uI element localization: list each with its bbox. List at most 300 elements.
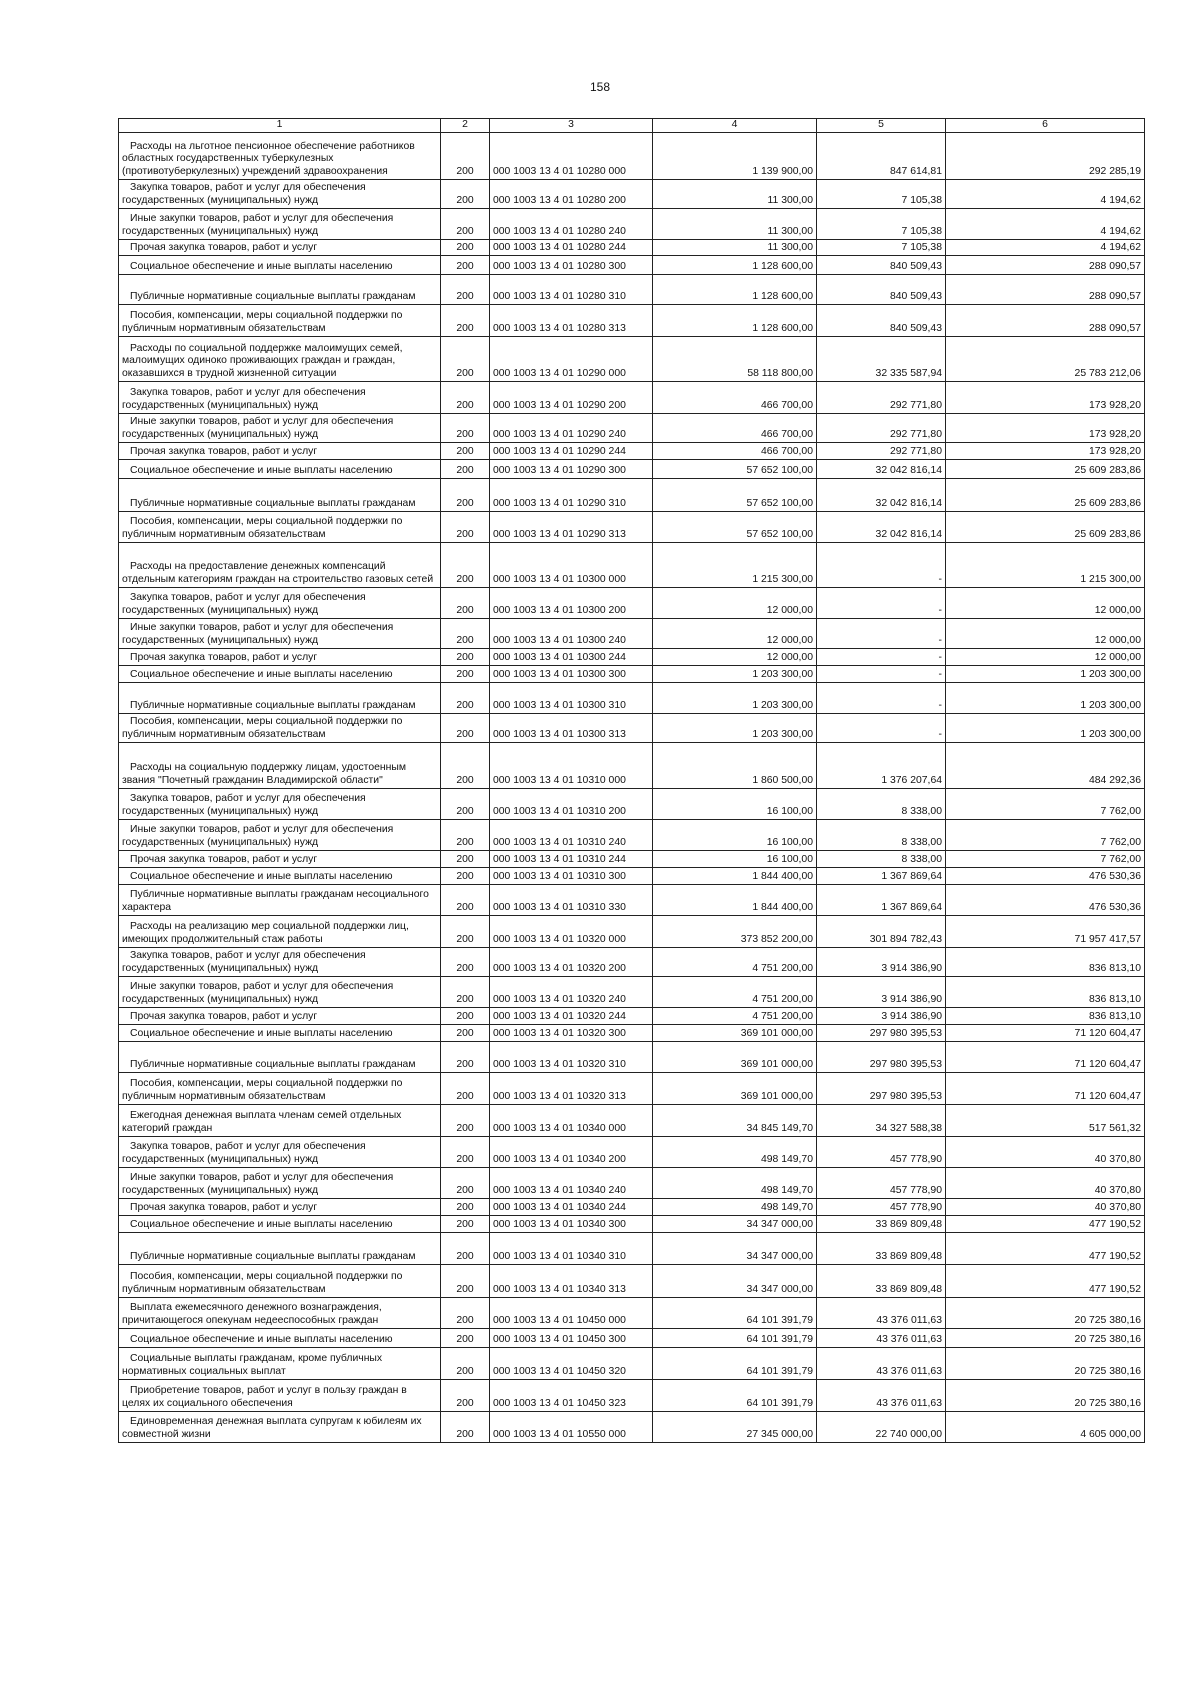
row-line-code: 200 — [441, 543, 490, 588]
row-budget-code: 000 1003 13 4 01 10340 244 — [490, 1199, 653, 1216]
row-approved-amount: 11 300,00 — [653, 180, 817, 209]
row-executed-amount: 292 771,80 — [817, 414, 946, 443]
row-unexecuted-amount: 40 370,80 — [946, 1168, 1145, 1199]
row-name: Социальное обеспечение и иные выплаты населению — [119, 1216, 441, 1233]
row-line-code: 200 — [441, 443, 490, 460]
row-budget-code: 000 1003 13 4 01 10310 200 — [490, 789, 653, 820]
row-budget-code: 000 1003 13 4 01 10340 240 — [490, 1168, 653, 1199]
table-row — [119, 743, 1145, 789]
table-row — [119, 382, 1145, 414]
page-number: 158 — [589, 80, 611, 94]
row-approved-amount: 64 101 391,79 — [653, 1380, 817, 1412]
row-budget-code: 000 1003 13 4 01 10310 330 — [490, 885, 653, 916]
row-approved-amount: 34 347 000,00 — [653, 1216, 817, 1233]
row-budget-code: 000 1003 13 4 01 10550 000 — [490, 1412, 653, 1443]
row-unexecuted-amount: 484 292,36 — [946, 743, 1145, 789]
row-name: Социальное обеспечение и иные выплаты населению — [119, 666, 441, 683]
row-approved-amount: 16 100,00 — [653, 789, 817, 820]
row-approved-amount: 4 751 200,00 — [653, 977, 817, 1008]
row-budget-code: 000 1003 13 4 01 10340 200 — [490, 1137, 653, 1168]
row-budget-code: 000 1003 13 4 01 10300 300 — [490, 666, 653, 683]
row-unexecuted-amount: 12 000,00 — [946, 649, 1145, 666]
row-unexecuted-amount: 1 203 300,00 — [946, 714, 1145, 743]
row-line-code: 200 — [441, 1329, 490, 1348]
row-line-code: 200 — [441, 1298, 490, 1329]
row-name: Приобретение товаров, работ и услуг в пользу граждан в целях их социального обеспечения — [119, 1380, 441, 1412]
table-row — [119, 948, 1145, 977]
row-budget-code: 000 1003 13 4 01 10280 244 — [490, 240, 653, 256]
row-name: Прочая закупка товаров, работ и услуг — [119, 1008, 441, 1025]
table-row — [119, 479, 1145, 512]
row-line-code: 200 — [441, 649, 490, 666]
row-executed-amount: 301 894 782,43 — [817, 916, 946, 948]
row-line-code: 200 — [441, 1073, 490, 1105]
row-executed-amount: - — [817, 649, 946, 666]
table-row — [119, 1042, 1145, 1073]
table-row — [119, 543, 1145, 588]
row-approved-amount: 498 149,70 — [653, 1137, 817, 1168]
row-approved-amount: 34 845 149,70 — [653, 1105, 817, 1137]
row-unexecuted-amount: 71 120 604,47 — [946, 1042, 1145, 1073]
row-name: Расходы на реализацию мер социальной поддержки лиц, имеющих продолжительный стаж работы — [119, 916, 441, 948]
row-unexecuted-amount: 836 813,10 — [946, 1008, 1145, 1025]
row-line-code: 200 — [441, 820, 490, 851]
row-executed-amount: 840 509,43 — [817, 305, 946, 337]
row-executed-amount: 34 327 588,38 — [817, 1105, 946, 1137]
row-approved-amount: 1 215 300,00 — [653, 543, 817, 588]
table-row — [119, 209, 1145, 240]
row-name: Публичные нормативные социальные выплаты гражданам — [119, 479, 441, 512]
row-name: Закупка товаров, работ и услуг для обеспечения государственных (муниципальных) нужд — [119, 1137, 441, 1168]
row-name: Закупка товаров, работ и услуг для обеспечения государственных (муниципальных) нужд — [119, 588, 441, 619]
row-approved-amount: 4 751 200,00 — [653, 948, 817, 977]
row-budget-code: 000 1003 13 4 01 10290 244 — [490, 443, 653, 460]
row-line-code: 200 — [441, 977, 490, 1008]
row-approved-amount: 4 751 200,00 — [653, 1008, 817, 1025]
row-approved-amount: 1 203 300,00 — [653, 683, 817, 714]
row-budget-code: 000 1003 13 4 01 10300 240 — [490, 619, 653, 649]
row-unexecuted-amount: 12 000,00 — [946, 619, 1145, 649]
row-name: Иные закупки товаров, работ и услуг для обеспечения государственных (муниципальных) нужд — [119, 414, 441, 443]
row-budget-code: 000 1003 13 4 01 10320 000 — [490, 916, 653, 948]
row-unexecuted-amount: 1 215 300,00 — [946, 543, 1145, 588]
row-approved-amount: 1 203 300,00 — [653, 666, 817, 683]
row-executed-amount: 840 509,43 — [817, 256, 946, 275]
row-unexecuted-amount: 25 783 212,06 — [946, 337, 1145, 382]
row-line-code: 200 — [441, 789, 490, 820]
row-budget-code: 000 1003 13 4 01 10300 244 — [490, 649, 653, 666]
table-row — [119, 649, 1145, 666]
row-line-code: 200 — [441, 1042, 490, 1073]
row-name: Закупка товаров, работ и услуг для обеспечения государственных (муниципальных) нужд — [119, 789, 441, 820]
table-row — [119, 1412, 1145, 1443]
header-col-1: 1 — [119, 119, 441, 133]
row-unexecuted-amount: 292 285,19 — [946, 133, 1145, 180]
row-line-code: 200 — [441, 714, 490, 743]
row-executed-amount: - — [817, 714, 946, 743]
row-line-code: 200 — [441, 337, 490, 382]
row-unexecuted-amount: 1 203 300,00 — [946, 666, 1145, 683]
row-unexecuted-amount: 40 370,80 — [946, 1137, 1145, 1168]
row-name: Расходы по социальной поддержке малоимущих семей, малоимущих одиноко проживающих граждан и граждан, оказавшихся в трудной жизненной ситуации — [119, 337, 441, 382]
row-name: Пособия, компенсации, меры социальной поддержки по публичным нормативным обязательствам — [119, 714, 441, 743]
row-line-code: 200 — [441, 1412, 490, 1443]
row-line-code: 200 — [441, 460, 490, 479]
row-executed-amount: 32 042 816,14 — [817, 479, 946, 512]
row-name: Социальное обеспечение и иные выплаты населению — [119, 256, 441, 275]
row-approved-amount: 16 100,00 — [653, 820, 817, 851]
row-line-code: 200 — [441, 414, 490, 443]
row-budget-code: 000 1003 13 4 01 10280 300 — [490, 256, 653, 275]
row-executed-amount: 33 869 809,48 — [817, 1216, 946, 1233]
row-approved-amount: 34 347 000,00 — [653, 1265, 817, 1298]
row-executed-amount: 32 042 816,14 — [817, 460, 946, 479]
table-row — [119, 1008, 1145, 1025]
row-line-code: 200 — [441, 256, 490, 275]
table-row — [119, 1073, 1145, 1105]
row-line-code: 200 — [441, 916, 490, 948]
row-executed-amount: 847 614,81 — [817, 133, 946, 180]
row-name: Иные закупки товаров, работ и услуг для обеспечения государственных (муниципальных) нужд — [119, 1168, 441, 1199]
row-name: Прочая закупка товаров, работ и услуг — [119, 649, 441, 666]
row-name: Публичные нормативные социальные выплаты гражданам — [119, 1233, 441, 1265]
row-approved-amount: 64 101 391,79 — [653, 1348, 817, 1380]
budget-table — [118, 118, 1145, 1443]
row-budget-code: 000 1003 13 4 01 10310 000 — [490, 743, 653, 789]
row-executed-amount: 457 778,90 — [817, 1199, 946, 1216]
row-line-code: 200 — [441, 1199, 490, 1216]
row-executed-amount: 33 869 809,48 — [817, 1233, 946, 1265]
row-executed-amount: 7 105,38 — [817, 240, 946, 256]
row-name: Пособия, компенсации, меры социальной поддержки по публичным нормативным обязательствам — [119, 1073, 441, 1105]
row-unexecuted-amount: 71 120 604,47 — [946, 1025, 1145, 1042]
row-line-code: 200 — [441, 683, 490, 714]
row-budget-code: 000 1003 13 4 01 10280 313 — [490, 305, 653, 337]
row-unexecuted-amount: 4 194,62 — [946, 180, 1145, 209]
table-row — [119, 1105, 1145, 1137]
row-budget-code: 000 1003 13 4 01 10300 000 — [490, 543, 653, 588]
row-executed-amount: - — [817, 588, 946, 619]
row-name: Иные закупки товаров, работ и услуг для обеспечения государственных (муниципальных) нужд — [119, 977, 441, 1008]
row-executed-amount: - — [817, 619, 946, 649]
row-name: Пособия, компенсации, меры социальной поддержки по публичным нормативным обязательствам — [119, 512, 441, 543]
row-approved-amount: 369 101 000,00 — [653, 1042, 817, 1073]
row-line-code: 200 — [441, 1265, 490, 1298]
row-budget-code: 000 1003 13 4 01 10290 310 — [490, 479, 653, 512]
table-row — [119, 1216, 1145, 1233]
row-budget-code: 000 1003 13 4 01 10450 000 — [490, 1298, 653, 1329]
row-budget-code: 000 1003 13 4 01 10290 240 — [490, 414, 653, 443]
row-budget-code: 000 1003 13 4 01 10280 240 — [490, 209, 653, 240]
table-row — [119, 1233, 1145, 1265]
row-executed-amount: 1 367 869,64 — [817, 885, 946, 916]
row-unexecuted-amount: 20 725 380,16 — [946, 1348, 1145, 1380]
row-name: Ежегодная денежная выплата членам семей отдельных категорий граждан — [119, 1105, 441, 1137]
row-line-code: 200 — [441, 588, 490, 619]
row-approved-amount: 1 128 600,00 — [653, 275, 817, 305]
row-budget-code: 000 1003 13 4 01 10340 313 — [490, 1265, 653, 1298]
row-name: Социальное обеспечение и иные выплаты населению — [119, 1025, 441, 1042]
row-line-code: 200 — [441, 851, 490, 868]
row-unexecuted-amount: 12 000,00 — [946, 588, 1145, 619]
row-executed-amount: 297 980 395,53 — [817, 1042, 946, 1073]
table-header-row — [119, 119, 1145, 133]
row-executed-amount: 32 042 816,14 — [817, 512, 946, 543]
table-row — [119, 714, 1145, 743]
table-row — [119, 1265, 1145, 1298]
table-row — [119, 275, 1145, 305]
row-budget-code: 000 1003 13 4 01 10320 313 — [490, 1073, 653, 1105]
row-unexecuted-amount: 476 530,36 — [946, 868, 1145, 885]
table-row — [119, 868, 1145, 885]
row-budget-code: 000 1003 13 4 01 10320 200 — [490, 948, 653, 977]
table-body — [119, 133, 1145, 1443]
row-unexecuted-amount: 25 609 283,86 — [946, 460, 1145, 479]
row-approved-amount: 1 128 600,00 — [653, 256, 817, 275]
header-col-3: 3 — [490, 119, 653, 133]
row-approved-amount: 1 860 500,00 — [653, 743, 817, 789]
row-unexecuted-amount: 476 530,36 — [946, 885, 1145, 916]
row-unexecuted-amount: 25 609 283,86 — [946, 512, 1145, 543]
table-row — [119, 916, 1145, 948]
table-row — [119, 1025, 1145, 1042]
row-executed-amount: 1 367 869,64 — [817, 868, 946, 885]
row-unexecuted-amount: 71 957 417,57 — [946, 916, 1145, 948]
row-executed-amount: 457 778,90 — [817, 1137, 946, 1168]
row-name: Социальное обеспечение и иные выплаты населению — [119, 460, 441, 479]
row-name: Пособия, компенсации, меры социальной поддержки по публичным нормативным обязательствам — [119, 305, 441, 337]
row-unexecuted-amount: 20 725 380,16 — [946, 1380, 1145, 1412]
row-executed-amount: 292 771,80 — [817, 443, 946, 460]
row-budget-code: 000 1003 13 4 01 10290 000 — [490, 337, 653, 382]
row-approved-amount: 11 300,00 — [653, 209, 817, 240]
table-row — [119, 1348, 1145, 1380]
row-unexecuted-amount: 7 762,00 — [946, 820, 1145, 851]
row-executed-amount: 292 771,80 — [817, 382, 946, 414]
row-line-code: 200 — [441, 1380, 490, 1412]
row-name: Расходы на социальную поддержку лицам, удостоенным звания "Почетный гражданин Владимирской области" — [119, 743, 441, 789]
row-executed-amount: 3 914 386,90 — [817, 948, 946, 977]
row-name: Прочая закупка товаров, работ и услуг — [119, 1199, 441, 1216]
row-executed-amount: - — [817, 683, 946, 714]
row-name: Публичные нормативные социальные выплаты гражданам — [119, 1042, 441, 1073]
row-executed-amount: 457 778,90 — [817, 1168, 946, 1199]
table-row — [119, 820, 1145, 851]
header-col-4: 4 — [653, 119, 817, 133]
table-row — [119, 588, 1145, 619]
table-row — [119, 133, 1145, 180]
row-unexecuted-amount: 7 762,00 — [946, 789, 1145, 820]
table-row — [119, 460, 1145, 479]
table-row — [119, 240, 1145, 256]
row-line-code: 200 — [441, 512, 490, 543]
row-executed-amount: 43 376 011,63 — [817, 1380, 946, 1412]
row-executed-amount: 7 105,38 — [817, 180, 946, 209]
row-name: Расходы на предоставление денежных компенсаций отдельным категориям граждан на строительство газовых сетей — [119, 543, 441, 588]
row-unexecuted-amount: 4 194,62 — [946, 240, 1145, 256]
row-name: Социальное обеспечение и иные выплаты населению — [119, 1329, 441, 1348]
row-executed-amount: 43 376 011,63 — [817, 1348, 946, 1380]
table-row — [119, 443, 1145, 460]
row-name: Пособия, компенсации, меры социальной поддержки по публичным нормативным обязательствам — [119, 1265, 441, 1298]
row-budget-code: 000 1003 13 4 01 10320 244 — [490, 1008, 653, 1025]
row-name: Выплата ежемесячного денежного вознаграждения, причитающегося опекунам недееспособных граждан — [119, 1298, 441, 1329]
row-unexecuted-amount: 7 762,00 — [946, 851, 1145, 868]
row-line-code: 200 — [441, 133, 490, 180]
row-name: Расходы на льготное пенсионное обеспечение работников областных государственных туберкулезных (противотуберкулезных) учреждений здравоохранения — [119, 133, 441, 180]
row-executed-amount: 297 980 395,53 — [817, 1073, 946, 1105]
row-unexecuted-amount: 1 203 300,00 — [946, 683, 1145, 714]
row-approved-amount: 1 844 400,00 — [653, 885, 817, 916]
table-row — [119, 1199, 1145, 1216]
row-approved-amount: 466 700,00 — [653, 414, 817, 443]
row-budget-code: 000 1003 13 4 01 10300 310 — [490, 683, 653, 714]
row-executed-amount: - — [817, 543, 946, 588]
row-budget-code: 000 1003 13 4 01 10280 310 — [490, 275, 653, 305]
row-line-code: 200 — [441, 209, 490, 240]
row-approved-amount: 369 101 000,00 — [653, 1073, 817, 1105]
row-executed-amount: 3 914 386,90 — [817, 977, 946, 1008]
row-line-code: 200 — [441, 1348, 490, 1380]
row-executed-amount: - — [817, 666, 946, 683]
row-unexecuted-amount: 477 190,52 — [946, 1233, 1145, 1265]
table-row — [119, 851, 1145, 868]
row-executed-amount: 840 509,43 — [817, 275, 946, 305]
row-name: Иные закупки товаров, работ и услуг для обеспечения государственных (муниципальных) нужд — [119, 209, 441, 240]
row-approved-amount: 11 300,00 — [653, 240, 817, 256]
row-approved-amount: 27 345 000,00 — [653, 1412, 817, 1443]
row-approved-amount: 369 101 000,00 — [653, 1025, 817, 1042]
row-executed-amount: 1 376 207,64 — [817, 743, 946, 789]
row-unexecuted-amount: 20 725 380,16 — [946, 1298, 1145, 1329]
row-approved-amount: 1 203 300,00 — [653, 714, 817, 743]
row-line-code: 200 — [441, 743, 490, 789]
row-unexecuted-amount: 173 928,20 — [946, 382, 1145, 414]
table-row — [119, 1168, 1145, 1199]
row-line-code: 200 — [441, 666, 490, 683]
row-line-code: 200 — [441, 240, 490, 256]
row-approved-amount: 12 000,00 — [653, 619, 817, 649]
row-approved-amount: 466 700,00 — [653, 382, 817, 414]
header-col-6: 6 — [946, 119, 1145, 133]
row-unexecuted-amount: 288 090,57 — [946, 275, 1145, 305]
row-budget-code: 000 1003 13 4 01 10310 300 — [490, 868, 653, 885]
row-budget-code: 000 1003 13 4 01 10280 000 — [490, 133, 653, 180]
row-name: Социальное обеспечение и иные выплаты населению — [119, 868, 441, 885]
row-line-code: 200 — [441, 479, 490, 512]
row-line-code: 200 — [441, 885, 490, 916]
row-line-code: 200 — [441, 868, 490, 885]
row-budget-code: 000 1003 13 4 01 10310 244 — [490, 851, 653, 868]
table-row — [119, 256, 1145, 275]
row-budget-code: 000 1003 13 4 01 10450 320 — [490, 1348, 653, 1380]
row-executed-amount: 7 105,38 — [817, 209, 946, 240]
row-unexecuted-amount: 517 561,32 — [946, 1105, 1145, 1137]
row-budget-code: 000 1003 13 4 01 10340 310 — [490, 1233, 653, 1265]
table-row — [119, 885, 1145, 916]
row-approved-amount: 1 128 600,00 — [653, 305, 817, 337]
row-line-code: 200 — [441, 948, 490, 977]
row-budget-code: 000 1003 13 4 01 10280 200 — [490, 180, 653, 209]
table-row — [119, 512, 1145, 543]
row-name: Прочая закупка товаров, работ и услуг — [119, 443, 441, 460]
row-name: Закупка товаров, работ и услуг для обеспечения государственных (муниципальных) нужд — [119, 180, 441, 209]
table-row — [119, 666, 1145, 683]
row-approved-amount: 12 000,00 — [653, 588, 817, 619]
row-approved-amount: 57 652 100,00 — [653, 479, 817, 512]
row-name: Иные закупки товаров, работ и услуг для обеспечения государственных (муниципальных) нужд — [119, 820, 441, 851]
row-approved-amount: 57 652 100,00 — [653, 512, 817, 543]
row-line-code: 200 — [441, 180, 490, 209]
table-row — [119, 1380, 1145, 1412]
row-budget-code: 000 1003 13 4 01 10450 323 — [490, 1380, 653, 1412]
row-executed-amount: 33 869 809,48 — [817, 1265, 946, 1298]
row-executed-amount: 32 335 587,94 — [817, 337, 946, 382]
row-unexecuted-amount: 4 194,62 — [946, 209, 1145, 240]
row-line-code: 200 — [441, 1105, 490, 1137]
row-line-code: 200 — [441, 619, 490, 649]
row-unexecuted-amount: 836 813,10 — [946, 948, 1145, 977]
row-budget-code: 000 1003 13 4 01 10320 240 — [490, 977, 653, 1008]
row-line-code: 200 — [441, 1216, 490, 1233]
row-line-code: 200 — [441, 305, 490, 337]
row-approved-amount: 466 700,00 — [653, 443, 817, 460]
row-approved-amount: 373 852 200,00 — [653, 916, 817, 948]
row-unexecuted-amount: 40 370,80 — [946, 1199, 1145, 1216]
row-budget-code: 000 1003 13 4 01 10320 310 — [490, 1042, 653, 1073]
row-unexecuted-amount: 25 609 283,86 — [946, 479, 1145, 512]
table-row — [119, 414, 1145, 443]
row-executed-amount: 43 376 011,63 — [817, 1329, 946, 1348]
row-unexecuted-amount: 71 120 604,47 — [946, 1073, 1145, 1105]
row-name: Социальные выплаты гражданам, кроме публичных нормативных социальных выплат — [119, 1348, 441, 1380]
table-row — [119, 977, 1145, 1008]
table-row — [119, 305, 1145, 337]
row-name: Публичные нормативные социальные выплаты гражданам — [119, 275, 441, 305]
row-approved-amount: 12 000,00 — [653, 649, 817, 666]
row-approved-amount: 498 149,70 — [653, 1168, 817, 1199]
table-row — [119, 1298, 1145, 1329]
row-unexecuted-amount: 836 813,10 — [946, 977, 1145, 1008]
row-budget-code: 000 1003 13 4 01 10290 200 — [490, 382, 653, 414]
row-budget-code: 000 1003 13 4 01 10310 240 — [490, 820, 653, 851]
row-unexecuted-amount: 173 928,20 — [946, 443, 1145, 460]
row-budget-code: 000 1003 13 4 01 10340 000 — [490, 1105, 653, 1137]
table-row — [119, 619, 1145, 649]
row-name: Единовременная денежная выплата супругам к юбилеям их совместной жизни — [119, 1412, 441, 1443]
row-approved-amount: 498 149,70 — [653, 1199, 817, 1216]
row-executed-amount: 8 338,00 — [817, 789, 946, 820]
row-budget-code: 000 1003 13 4 01 10320 300 — [490, 1025, 653, 1042]
row-unexecuted-amount: 477 190,52 — [946, 1265, 1145, 1298]
row-line-code: 200 — [441, 1168, 490, 1199]
row-approved-amount: 16 100,00 — [653, 851, 817, 868]
row-name: Публичные нормативные выплаты гражданам несоциального характера — [119, 885, 441, 916]
row-unexecuted-amount: 4 605 000,00 — [946, 1412, 1145, 1443]
row-unexecuted-amount: 20 725 380,16 — [946, 1329, 1145, 1348]
row-executed-amount: 8 338,00 — [817, 820, 946, 851]
row-budget-code: 000 1003 13 4 01 10290 313 — [490, 512, 653, 543]
row-line-code: 200 — [441, 1233, 490, 1265]
header-col-2: 2 — [441, 119, 490, 133]
row-budget-code: 000 1003 13 4 01 10340 300 — [490, 1216, 653, 1233]
row-name: Закупка товаров, работ и услуг для обеспечения государственных (муниципальных) нужд — [119, 382, 441, 414]
table-row — [119, 789, 1145, 820]
row-name: Прочая закупка товаров, работ и услуг — [119, 240, 441, 256]
row-unexecuted-amount: 288 090,57 — [946, 256, 1145, 275]
row-name: Иные закупки товаров, работ и услуг для обеспечения государственных (муниципальных) нужд — [119, 619, 441, 649]
row-executed-amount: 297 980 395,53 — [817, 1025, 946, 1042]
